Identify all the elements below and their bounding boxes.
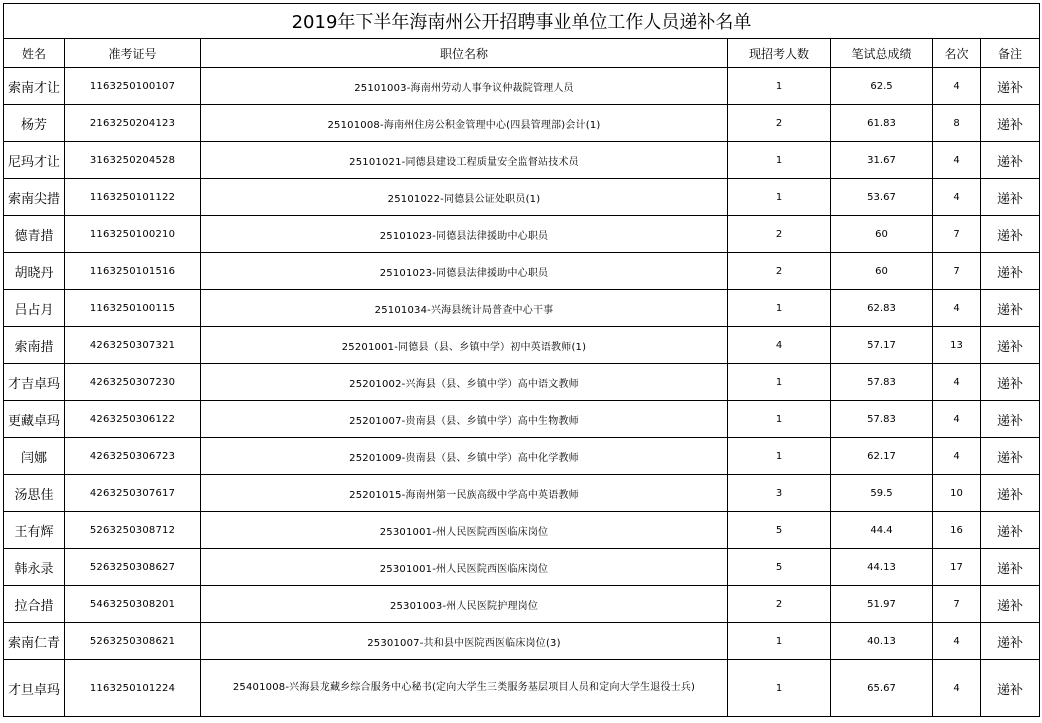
cell-score: 44.13	[831, 549, 933, 586]
cell-score: 62.17	[831, 438, 933, 475]
cell-note: 递补	[981, 549, 1040, 586]
cell-position: 25201009-贵南县（县、乡镇中学）高中化学教师	[201, 438, 728, 475]
cell-exam-number: 5463250308201	[65, 586, 201, 623]
table-row	[4, 216, 1040, 253]
cell-rank: 16	[933, 512, 981, 549]
cell-note: 递补	[981, 290, 1040, 327]
cell-quota: 2	[728, 253, 831, 290]
cell-exam-number: 4263250307321	[65, 327, 201, 364]
table-row	[4, 401, 1040, 438]
cell-name: 王有辉	[4, 512, 65, 549]
cell-score: 59.5	[831, 475, 933, 512]
cell-score: 60	[831, 253, 933, 290]
cell-position: 25101022-同德县公证处职员(1)	[201, 179, 728, 216]
column-header-name: 姓名	[4, 39, 65, 68]
cell-name: 闫娜	[4, 438, 65, 475]
cell-score: 40.13	[831, 623, 933, 660]
cell-score: 65.67	[831, 660, 933, 717]
cell-score: 61.83	[831, 105, 933, 142]
cell-name: 尼玛才让	[4, 142, 65, 179]
cell-quota: 4	[728, 327, 831, 364]
cell-exam-number: 1163250100210	[65, 216, 201, 253]
cell-position: 25201001-同德县（县、乡镇中学）初中英语教师(1)	[201, 327, 728, 364]
column-header-note: 备注	[981, 39, 1040, 68]
cell-score: 57.83	[831, 364, 933, 401]
cell-note: 递补	[981, 438, 1040, 475]
cell-quota: 3	[728, 475, 831, 512]
cell-quota: 1	[728, 401, 831, 438]
cell-position: 25101003-海南州劳动人事争议仲裁院管理人员	[201, 68, 728, 105]
cell-position: 25101034-兴海县统计局普查中心干事	[201, 290, 728, 327]
cell-note: 递补	[981, 253, 1040, 290]
cell-note: 递补	[981, 327, 1040, 364]
cell-score: 44.4	[831, 512, 933, 549]
cell-name: 才吉卓玛	[4, 364, 65, 401]
cell-rank: 13	[933, 327, 981, 364]
column-header-quota: 现招考人数	[728, 39, 831, 68]
cell-position: 25201015-海南州第一民族高级中学高中英语教师	[201, 475, 728, 512]
cell-position: 25301001-州人民医院西医临床岗位	[201, 549, 728, 586]
cell-name: 索南仁青	[4, 623, 65, 660]
cell-position: 25201007-贵南县（县、乡镇中学）高中生物教师	[201, 401, 728, 438]
table-row	[4, 549, 1040, 586]
cell-rank: 4	[933, 660, 981, 717]
table-row	[4, 142, 1040, 179]
cell-note: 递补	[981, 142, 1040, 179]
roster-sheet	[3, 3, 1039, 717]
cell-exam-number: 4263250306723	[65, 438, 201, 475]
cell-score: 51.97	[831, 586, 933, 623]
cell-score: 31.67	[831, 142, 933, 179]
cell-score: 60	[831, 216, 933, 253]
cell-score: 57.83	[831, 401, 933, 438]
cell-quota: 2	[728, 105, 831, 142]
cell-quota: 5	[728, 512, 831, 549]
cell-exam-number: 5263250308621	[65, 623, 201, 660]
table-row	[4, 105, 1040, 142]
cell-exam-number: 4263250307230	[65, 364, 201, 401]
column-header-rank: 名次	[933, 39, 981, 68]
cell-position: 25101023-同德县法律援助中心职员	[201, 253, 728, 290]
cell-rank: 4	[933, 179, 981, 216]
table-row	[4, 179, 1040, 216]
cell-note: 递补	[981, 401, 1040, 438]
page-title: 2019年下半年海南州公开招聘事业单位工作人员递补名单	[4, 4, 1040, 39]
cell-exam-number: 5263250308627	[65, 549, 201, 586]
cell-quota: 2	[728, 216, 831, 253]
cell-note: 递补	[981, 364, 1040, 401]
cell-position: 25301003-州人民医院护理岗位	[201, 586, 728, 623]
cell-score: 57.17	[831, 327, 933, 364]
cell-rank: 7	[933, 586, 981, 623]
cell-position: 25101021-同德县建设工程质量安全监督站技术员	[201, 142, 728, 179]
cell-quota: 1	[728, 142, 831, 179]
cell-note: 递补	[981, 623, 1040, 660]
cell-rank: 4	[933, 623, 981, 660]
cell-rank: 7	[933, 216, 981, 253]
column-header-score: 笔试总成绩	[831, 39, 933, 68]
cell-name: 德青措	[4, 216, 65, 253]
cell-score: 62.83	[831, 290, 933, 327]
cell-quota: 1	[728, 623, 831, 660]
cell-name: 索南才让	[4, 68, 65, 105]
cell-quota: 1	[728, 68, 831, 105]
roster-body	[4, 68, 1040, 717]
cell-exam-number: 4263250306122	[65, 401, 201, 438]
table-row	[4, 438, 1040, 475]
cell-name: 索南尖措	[4, 179, 65, 216]
cell-exam-number: 5263250308712	[65, 512, 201, 549]
cell-rank: 8	[933, 105, 981, 142]
table-row	[4, 68, 1040, 105]
cell-note: 递补	[981, 475, 1040, 512]
cell-quota: 1	[728, 179, 831, 216]
cell-position: 25301007-共和县中医院西医临床岗位(3)	[201, 623, 728, 660]
cell-exam-number: 1163250101516	[65, 253, 201, 290]
cell-rank: 4	[933, 142, 981, 179]
table-row	[4, 660, 1040, 717]
cell-exam-number: 3163250204528	[65, 142, 201, 179]
cell-position: 25401008-兴海县龙藏乡综合服务中心秘书(定向大学生三类服务基层项目人员和定向大学生退役士兵)	[201, 660, 728, 717]
cell-exam-number: 1163250101122	[65, 179, 201, 216]
cell-score: 62.5	[831, 68, 933, 105]
table-row	[4, 253, 1040, 290]
cell-position: 25201002-兴海县（县、乡镇中学）高中语文教师	[201, 364, 728, 401]
table-row	[4, 290, 1040, 327]
cell-note: 递补	[981, 68, 1040, 105]
cell-exam-number: 4263250307617	[65, 475, 201, 512]
cell-score: 53.67	[831, 179, 933, 216]
table-row	[4, 475, 1040, 512]
table-row	[4, 623, 1040, 660]
cell-rank: 4	[933, 290, 981, 327]
cell-rank: 7	[933, 253, 981, 290]
cell-position: 25101008-海南州住房公积金管理中心(四县管理部)会计(1)	[201, 105, 728, 142]
cell-note: 递补	[981, 179, 1040, 216]
cell-name: 拉合措	[4, 586, 65, 623]
table-row	[4, 327, 1040, 364]
cell-quota: 1	[728, 364, 831, 401]
column-header-exam-number: 准考证号	[65, 39, 201, 68]
column-header-position: 职位名称	[201, 39, 728, 68]
cell-name: 韩永录	[4, 549, 65, 586]
cell-rank: 4	[933, 438, 981, 475]
cell-name: 更藏卓玛	[4, 401, 65, 438]
cell-exam-number: 1163250100115	[65, 290, 201, 327]
table-row	[4, 364, 1040, 401]
cell-rank: 17	[933, 549, 981, 586]
cell-name: 索南措	[4, 327, 65, 364]
cell-quota: 2	[728, 586, 831, 623]
cell-note: 递补	[981, 105, 1040, 142]
cell-name: 才旦卓玛	[4, 660, 65, 717]
table-row	[4, 512, 1040, 549]
table-row	[4, 586, 1040, 623]
cell-quota: 5	[728, 549, 831, 586]
cell-name: 吕占月	[4, 290, 65, 327]
cell-quota: 1	[728, 660, 831, 717]
cell-quota: 1	[728, 290, 831, 327]
cell-position: 25301001-州人民医院西医临床岗位	[201, 512, 728, 549]
cell-note: 递补	[981, 512, 1040, 549]
cell-exam-number: 1163250100107	[65, 68, 201, 105]
cell-name: 胡晓丹	[4, 253, 65, 290]
cell-position: 25101023-同德县法律援助中心职员	[201, 216, 728, 253]
cell-quota: 1	[728, 438, 831, 475]
cell-note: 递补	[981, 216, 1040, 253]
replacement-roster-table	[3, 3, 1040, 717]
cell-rank: 4	[933, 68, 981, 105]
header-row	[4, 39, 1040, 68]
cell-exam-number: 1163250101224	[65, 660, 201, 717]
cell-rank: 4	[933, 364, 981, 401]
cell-rank: 10	[933, 475, 981, 512]
cell-note: 递补	[981, 586, 1040, 623]
cell-name: 汤思佳	[4, 475, 65, 512]
cell-exam-number: 2163250204123	[65, 105, 201, 142]
cell-note: 递补	[981, 660, 1040, 717]
cell-name: 杨芳	[4, 105, 65, 142]
cell-rank: 4	[933, 401, 981, 438]
